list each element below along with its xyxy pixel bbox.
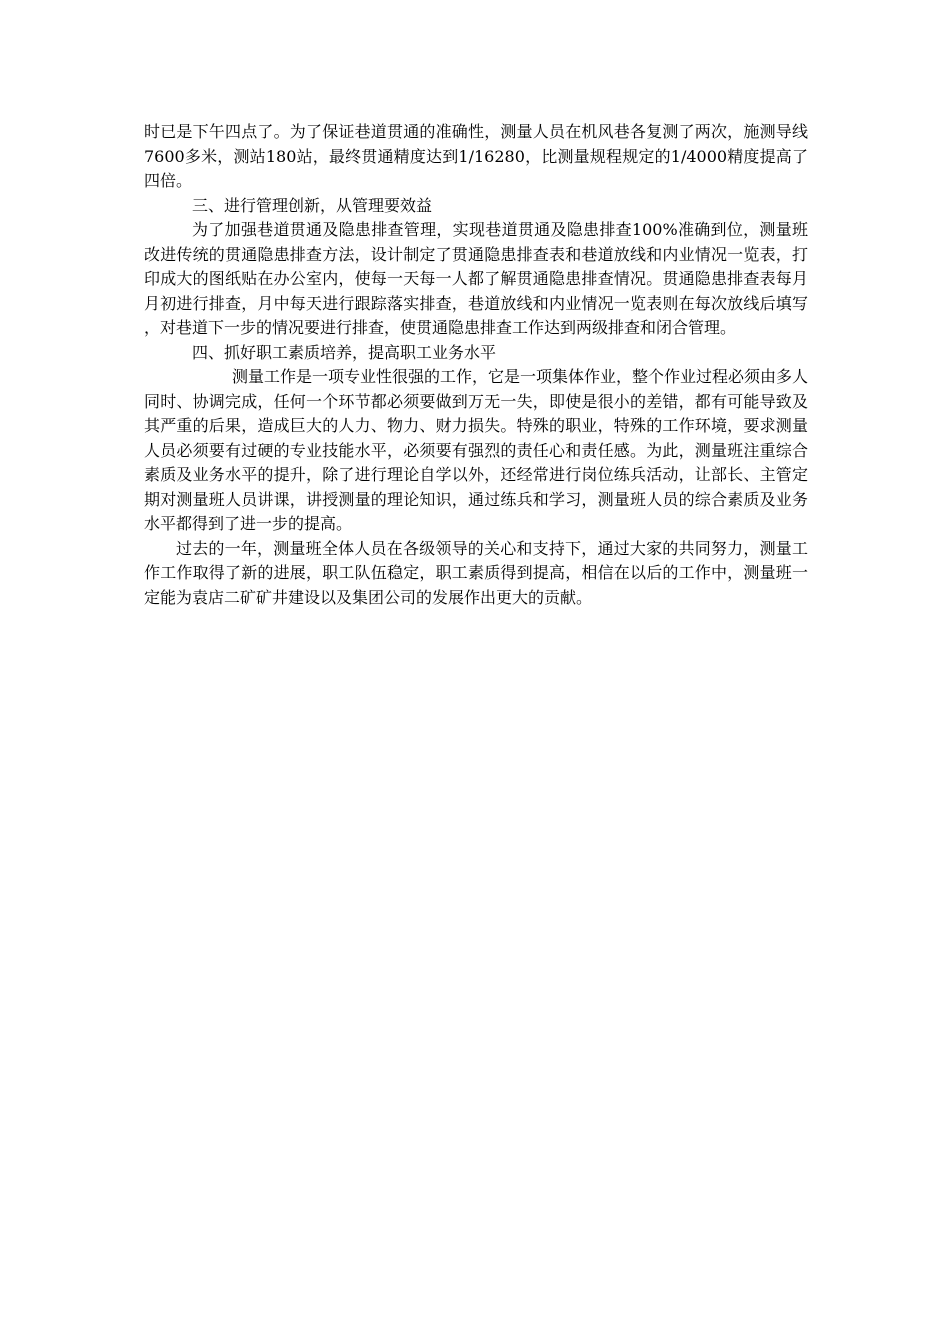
document-body [144,120,808,610]
paragraph-staff-training: 测量工作是一项专业性很强的工作，它是一项集体作业，整个作业过程必须由多人同时、协调完成，任何一个环节都必须要做到万无一失，即使是很小的差错，都有可能导致及其严重的后果，造成巨大的人力、物力、财力损失。特殊的职业，特殊的工作环境，要求测量人员必须要有过硬的专业技能水平，必须要有强烈的责任心和责任感。为此，测量班注重综合素质及业务水平的提升，除了进行理论自学以外，还经常进行岗位练兵活动，让部长、主管定期对测量班人员讲课，讲授测量的理论知识，通过练兵和学习，测量班人员的综合素质及业务水平都得到了进一步的提高。 [144,367,809,533]
paragraph-management-innovation: 为了加强巷道贯通及隐患排查管理，实现巷道贯通及隐患排查100%准确到位，测量班改进传统的贯通隐患排查方法，设计制定了贯通隐患排查表和巷道放线和内业情况一览表，打印成大的图纸贴在办公室内，使每一天每一人都了解贯通隐患排查情况。贯通隐患排查表每月月初进行排查，月中每天进行跟踪落实排查，巷道放线和内业情况一览表则在每次放线后填写，对巷道下一步的情况要进行排查，使贯通隐患排查工作达到两级排查和闭合管理。 [144,220,808,337]
section-heading-management-innovation: 三、进行管理创新，从管理要效益 [192,195,433,215]
section-heading-staff-training: 四、抓好职工素质培养，提高职工业务水平 [192,342,497,362]
paragraph-conclusion: 过去的一年，测量班全体人员在各级领导的关心和支持下，通过大家的共同努力，测量工作工作取得了新的进展，职工队伍稳定，职工素质得到提高，相信在以后的工作中，测量班一定能为袁店二矿矿井建设以及集团公司的发展作出更大的贡献。 [144,538,808,607]
paragraph-survey-accuracy: 时已是下午四点了。为了保证巷道贯通的准确性，测量人员在机风巷各复测了两次，施测导线7600多米，测站180站，最终贯通精度达到1/16280，比测量规程规定的1/4000精度提高了四倍。 [144,122,808,190]
